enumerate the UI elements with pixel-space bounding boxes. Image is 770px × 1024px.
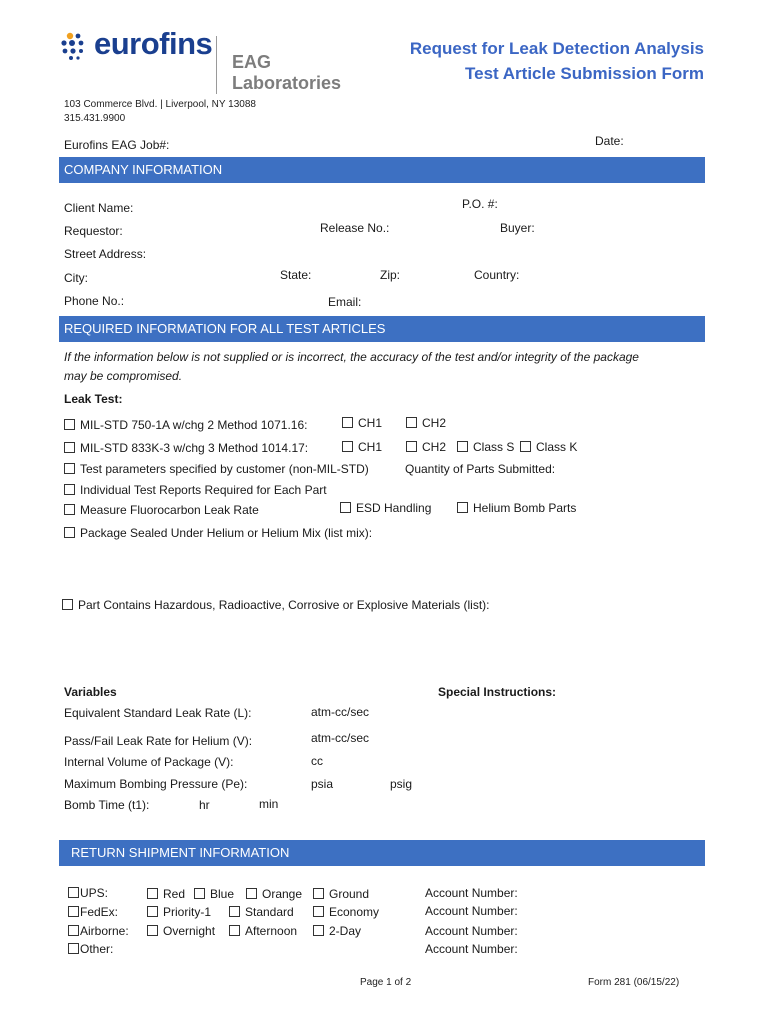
custom-params-checkbox[interactable] — [64, 463, 75, 474]
custom-params-label: Test parameters specified by customer (non-MIL-STD) — [80, 462, 369, 476]
mil883-ch2-checkbox[interactable] — [406, 441, 417, 452]
pass-fail-unit: atm-cc/sec — [311, 731, 370, 745]
return-shipment-heading: RETURN SHIPMENT INFORMATION — [59, 840, 705, 866]
mil883-option[interactable] — [64, 441, 308, 455]
fluorocarbon-label: Measure Fluorocarbon Leak Rate — [80, 503, 259, 517]
helium-bomb-option[interactable] — [457, 501, 576, 515]
carrier-other-checkbox[interactable] — [68, 943, 79, 954]
form-number: Form 281 (06/15/22) — [588, 977, 680, 988]
esl-rate-unit: atm-cc/sec — [311, 705, 370, 719]
mil883-ch2-option[interactable] — [406, 440, 446, 454]
hr-unit: hr — [199, 798, 210, 812]
variables-heading: Variables — [64, 685, 117, 699]
notice-line-2: may be compromised. — [64, 369, 183, 383]
country-label: Country: — [474, 268, 520, 282]
qty-parts-label: Quantity of Parts Submitted: — [405, 462, 556, 476]
individual-reports-label: Individual Test Reports Required for Each Part — [80, 483, 327, 497]
job-number-label: Eurofins EAG Job#: — [64, 138, 170, 152]
carrier-ups-option[interactable] — [68, 886, 108, 900]
class-s-option[interactable] — [457, 440, 514, 454]
volume-unit: cc — [311, 754, 323, 768]
class-k-label: Class K — [536, 440, 578, 454]
carrier-other-option[interactable] — [68, 942, 113, 956]
buyer-label: Buyer: — [500, 221, 535, 235]
carrier-ups-checkbox[interactable] — [68, 887, 79, 898]
leak-test-label: Leak Test: — [64, 392, 123, 406]
sealed-helium-option[interactable] — [64, 526, 372, 540]
mil750-ch2-label: CH2 — [422, 416, 447, 430]
helium-bomb-checkbox[interactable] — [457, 502, 468, 513]
esd-checkbox[interactable] — [340, 502, 351, 513]
carrier-airborne-option[interactable] — [68, 924, 129, 938]
service-standard-label: Standard — [245, 905, 294, 919]
carrier-other-label: Other: — [80, 942, 114, 956]
max-pressure-label: Maximum Bombing Pressure (Pe): — [64, 777, 248, 791]
esd-option[interactable] — [340, 501, 431, 515]
class-s-label: Class S — [473, 440, 515, 454]
date-label: Date: — [595, 134, 624, 148]
service-afternoon-checkbox[interactable] — [229, 925, 240, 936]
email-label: Email: — [328, 295, 362, 309]
sealed-helium-checkbox[interactable] — [64, 527, 75, 538]
service-ground-option[interactable] — [313, 887, 369, 901]
mil883-ch2-label: CH2 — [422, 440, 447, 454]
esl-rate-label: Equivalent Standard Leak Rate (L): — [64, 706, 252, 720]
min-unit: min — [259, 797, 279, 811]
state-label: State: — [280, 268, 312, 282]
carrier-airborne-checkbox[interactable] — [68, 925, 79, 936]
sealed-helium-label: Package Sealed Under Helium or Helium Mix (list mix): — [80, 526, 373, 540]
class-k-option[interactable] — [520, 440, 577, 454]
zip-label: Zip: — [380, 268, 401, 282]
po-label: P.O. #: — [462, 197, 498, 211]
city-label: City: — [64, 271, 88, 285]
service-red-label: Red — [163, 887, 186, 901]
service-standard-checkbox[interactable] — [229, 906, 240, 917]
service-priority1-checkbox[interactable] — [147, 906, 158, 917]
carrier-fedex-option[interactable] — [68, 905, 118, 919]
individual-reports-checkbox[interactable] — [64, 484, 75, 495]
volume-label: Internal Volume of Package (V): — [64, 755, 234, 769]
mil750-ch2-option[interactable] — [406, 416, 446, 430]
service-2day-checkbox[interactable] — [313, 925, 324, 936]
esd-label: ESD Handling — [356, 501, 432, 515]
service-afternoon-label: Afternoon — [245, 924, 298, 938]
form-title-line-1: Request for Leak Detection Analysis — [409, 39, 704, 58]
logo-wordmark: eurofins — [94, 26, 213, 61]
address-text: 103 Commerce Blvd. | Liverpool, NY 13088 — [64, 99, 256, 110]
custom-params-option[interactable] — [64, 462, 369, 476]
service-economy-option[interactable] — [313, 905, 379, 919]
page-number: Page 1 of 2 — [360, 977, 412, 988]
notice-line-1: If the information below is not supplied or is incorrect, the accuracy of the test and/or integrity of the package — [64, 350, 639, 364]
eurofins-logo-icon — [60, 31, 92, 63]
logo-eag-text: EAG — [232, 52, 272, 72]
service-economy-checkbox[interactable] — [313, 906, 324, 917]
service-priority1-label: Priority-1 — [163, 905, 212, 919]
mil750-ch2-checkbox[interactable] — [406, 417, 417, 428]
form-title-line-2: Test Article Submission Form — [465, 64, 704, 83]
class-k-checkbox[interactable] — [520, 441, 531, 452]
service-overnight-label: Overnight — [163, 924, 216, 938]
company-info-heading: COMPANY INFORMATION — [59, 157, 705, 183]
mil883-ch1-option[interactable] — [342, 440, 382, 454]
carrier-fedex-checkbox[interactable] — [68, 906, 79, 917]
release-no-label: Release No.: — [320, 221, 390, 235]
mil750-ch1-option[interactable] — [342, 416, 382, 430]
bomb-time-label: Bomb Time (t1): — [64, 798, 150, 812]
mil883-label: MIL-STD 833K-3 w/chg 3 Method 1014.17: — [80, 441, 309, 455]
fluorocarbon-checkbox[interactable] — [64, 504, 75, 515]
fluorocarbon-option[interactable] — [64, 503, 259, 517]
service-afternoon-option[interactable] — [229, 924, 297, 938]
logo-eag-labs — [232, 52, 341, 94]
mil883-ch1-label: CH1 — [358, 440, 383, 454]
hazardous-checkbox[interactable] — [62, 599, 73, 610]
logo-divider — [216, 36, 217, 94]
pass-fail-label: Pass/Fail Leak Rate for Helium (V): — [64, 734, 253, 748]
address-block — [64, 98, 256, 126]
service-blue-checkbox[interactable] — [194, 888, 205, 899]
street-address-label: Street Address: — [64, 247, 147, 261]
individual-reports-option[interactable] — [64, 483, 327, 497]
phone-text: 315.431.9900 — [64, 113, 126, 124]
service-overnight-option[interactable] — [147, 924, 215, 938]
mil883-checkbox[interactable] — [64, 442, 75, 453]
service-ground-checkbox[interactable] — [313, 888, 324, 899]
service-blue-label: Blue — [210, 887, 235, 901]
hazardous-option[interactable] — [62, 598, 490, 612]
mil750-ch1-checkbox[interactable] — [342, 417, 353, 428]
carrier-fedex-label: FedEx: — [80, 905, 119, 919]
service-orange-label: Orange — [262, 887, 303, 901]
service-overnight-checkbox[interactable] — [147, 925, 158, 936]
carrier-ups-label: UPS: — [80, 886, 109, 900]
service-economy-label: Economy — [329, 905, 380, 919]
service-red-option[interactable] — [147, 887, 185, 901]
account-number-fedex: Account Number: — [425, 904, 518, 918]
mil750-label: MIL-STD 750-1A w/chg 2 Method 1071.16: — [80, 418, 308, 432]
requestor-label: Requestor: — [64, 224, 123, 238]
service-2day-label: 2-Day — [329, 924, 362, 938]
mil750-checkbox[interactable] — [64, 419, 75, 430]
phone-label: Phone No.: — [64, 294, 125, 308]
mil750-option[interactable] — [64, 418, 307, 432]
account-number-airborne: Account Number: — [425, 924, 518, 938]
service-ground-label: Ground — [329, 887, 370, 901]
account-number-ups: Account Number: — [425, 886, 518, 900]
client-name-label: Client Name: — [64, 201, 134, 215]
hazardous-label: Part Contains Hazardous, Radioactive, Corrosive or Explosive Materials (list): — [78, 598, 490, 612]
service-priority1-option[interactable] — [147, 905, 211, 919]
service-2day-option[interactable] — [313, 924, 361, 938]
required-info-heading: REQUIRED INFORMATION FOR ALL TEST ARTICLES — [59, 316, 705, 342]
form-title — [410, 36, 704, 86]
helium-bomb-label: Helium Bomb Parts — [473, 501, 577, 515]
service-blue-option[interactable] — [194, 887, 234, 901]
mil883-ch1-checkbox[interactable] — [342, 441, 353, 452]
mil750-ch1-label: CH1 — [358, 416, 383, 430]
account-number-other: Account Number: — [425, 942, 518, 956]
service-orange-checkbox[interactable] — [246, 888, 257, 899]
special-instructions-heading: Special Instructions: — [438, 685, 557, 699]
psia-unit: psia — [311, 777, 334, 791]
service-red-checkbox[interactable] — [147, 888, 158, 899]
logo-labs-text: Laboratories — [232, 73, 342, 93]
service-orange-option[interactable] — [246, 887, 302, 901]
psig-unit: psig — [390, 777, 413, 791]
class-s-checkbox[interactable] — [457, 441, 468, 452]
carrier-airborne-label: Airborne: — [80, 924, 129, 938]
service-standard-option[interactable] — [229, 905, 294, 919]
